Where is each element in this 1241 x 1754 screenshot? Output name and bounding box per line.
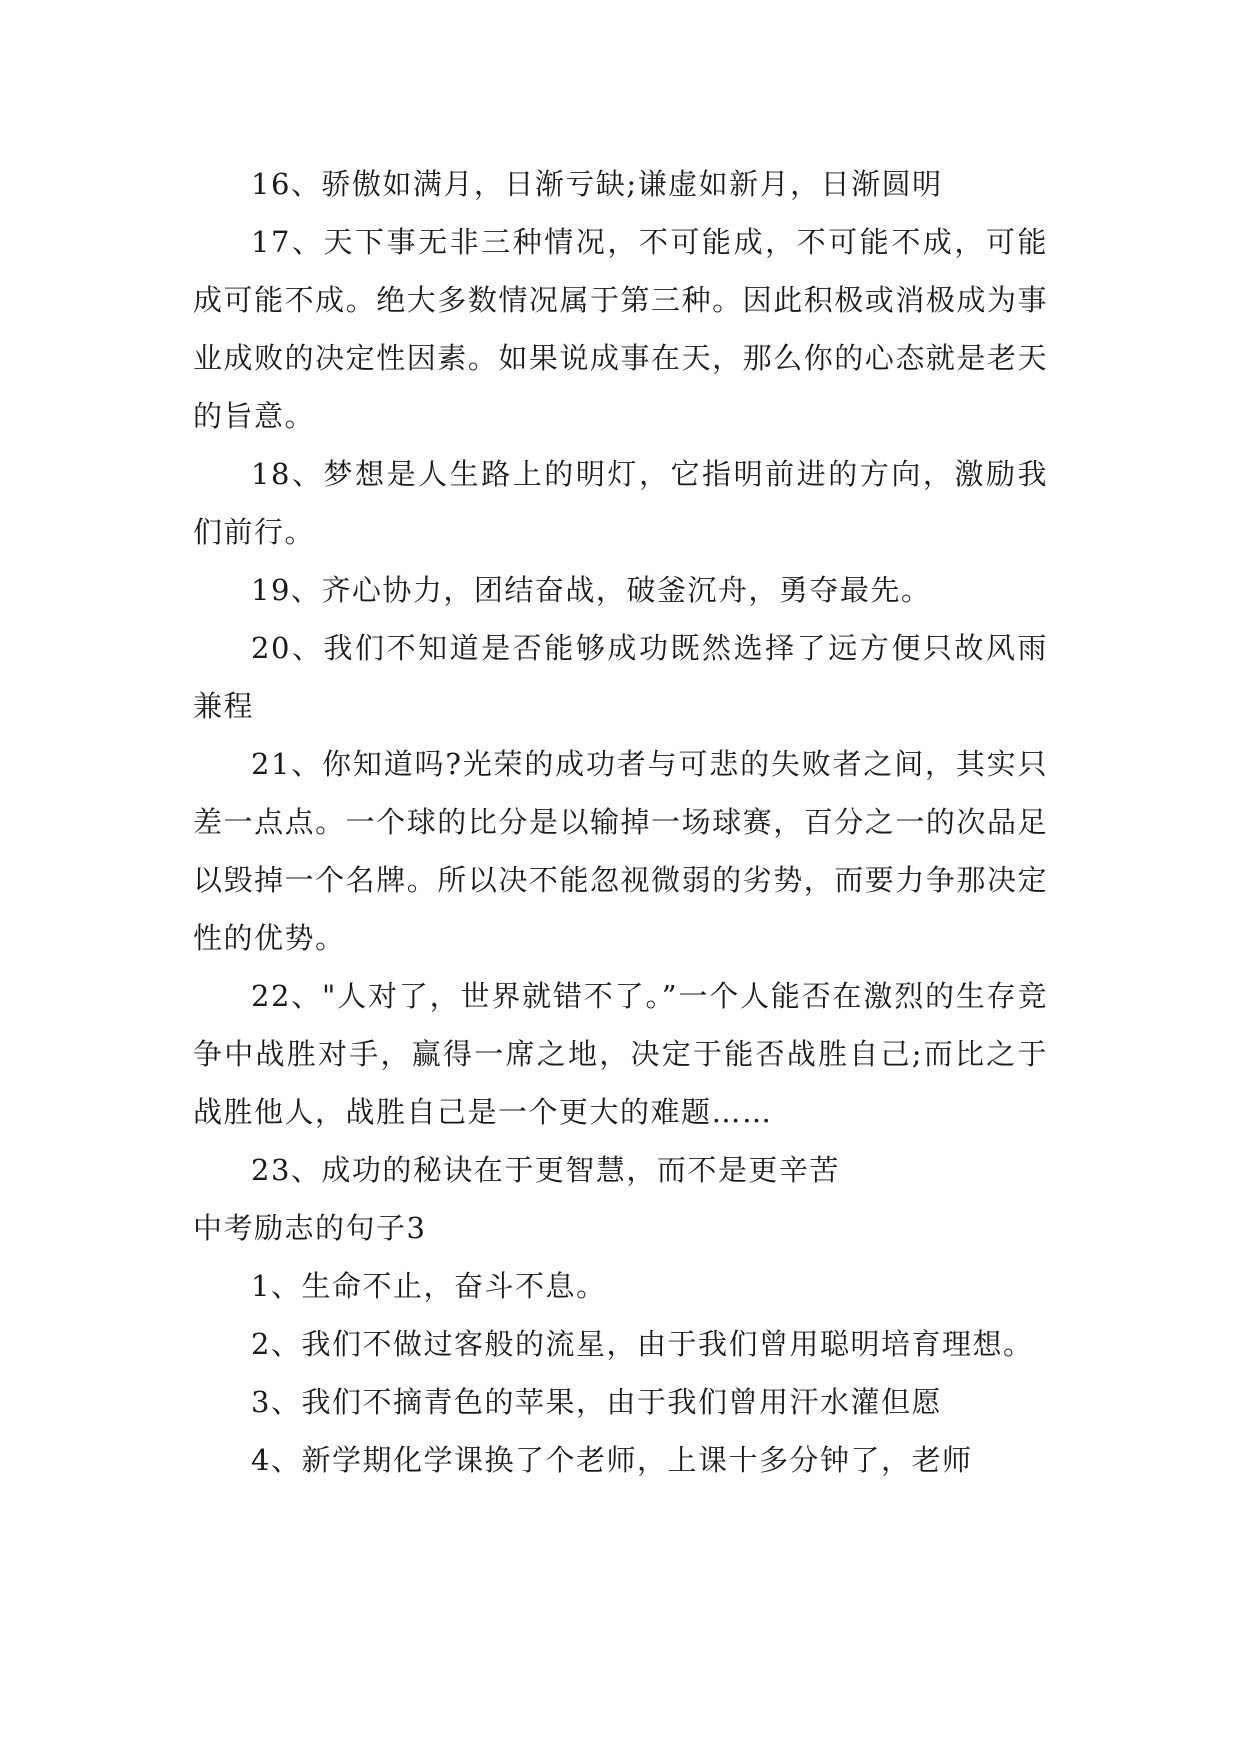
document-body bbox=[193, 155, 1048, 1489]
paragraph-3: 3、我们不摘青色的苹果，由于我们曾用汗水灌但愿 bbox=[251, 1385, 942, 1419]
paragraph-1: 1、生命不止，奋斗不息。 bbox=[251, 1269, 607, 1303]
paragraph-4: 4、新学期化学课换了个老师，上课十多分钟了，老师 bbox=[251, 1443, 973, 1477]
paragraph-20: 20、我们不知道是否能够成功既然选择了远方便只故风雨兼程 bbox=[193, 631, 1048, 723]
paragraph-2: 2、我们不做过客般的流星，由于我们曾用聪明培育理想。 bbox=[251, 1327, 1034, 1361]
paragraph-17: 17、天下事无非三种情况，不可能成，不可能不成，可能成可能不成。绝大多数情况属于第三种。因此积极或消极成为事业成败的决定性因素。如果说成事在天，那么你的心态就是老天的旨意。 bbox=[193, 225, 1048, 433]
section-heading: 中考励志的句子3 bbox=[193, 1211, 427, 1245]
paragraph-22: 22、"人对了，世界就错不了。”一个人能否在激烈的生存竞争中战胜对手，赢得一席之地，决定于能否战胜自己;而比之于战胜他人，战胜自己是一个更大的难题…… bbox=[193, 979, 1048, 1129]
paragraph-18: 18、梦想是人生路上的明灯，它指明前进的方向，激励我们前行。 bbox=[193, 457, 1048, 549]
paragraph-16: 16、骄傲如满月，日渐亏缺;谦虚如新月，日渐圆明 bbox=[251, 167, 943, 201]
paragraph-19: 19、齐心协力，团结奋战，破釜沉舟，勇夺最先。 bbox=[251, 573, 932, 607]
paragraph-23: 23、成功的秘诀在于更智慧，而不是更辛苦 bbox=[251, 1153, 840, 1187]
paragraph-21: 21、你知道吗?光荣的成功者与可悲的失败者之间，其实只差一点点。一个球的比分是以输掉一场球赛，百分之一的次品足以毁掉一个名牌。所以决不能忽视微弱的劣势，而要力争那决定性的优势。 bbox=[193, 747, 1048, 955]
